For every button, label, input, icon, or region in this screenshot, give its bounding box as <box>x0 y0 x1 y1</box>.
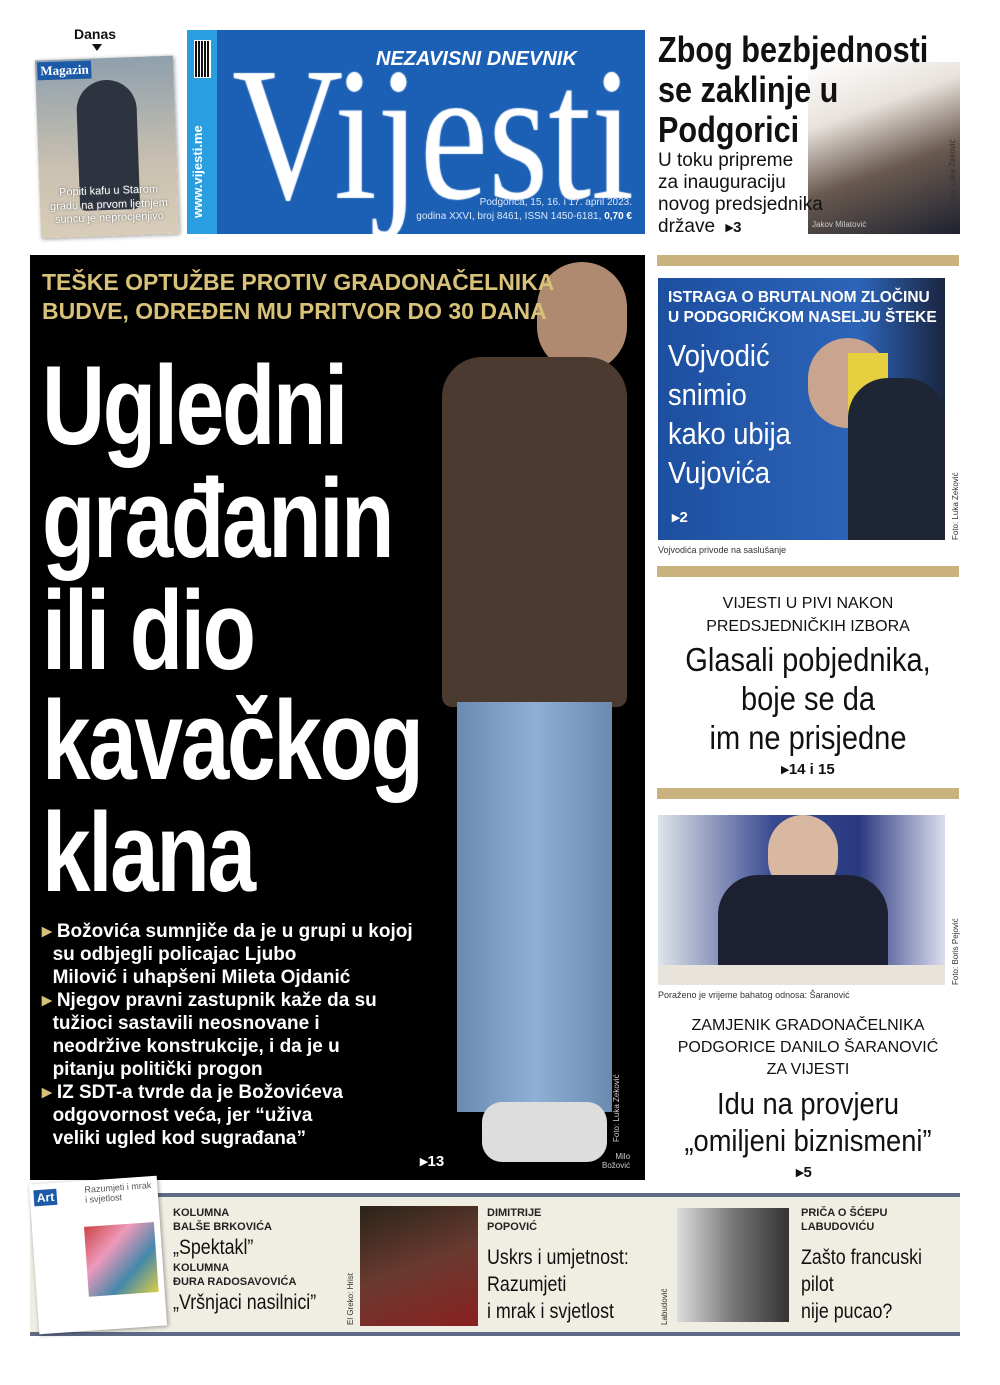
magazine-label: Magazin <box>37 60 92 80</box>
divider <box>657 788 959 799</box>
page-ref[interactable]: ▸2 <box>672 509 688 526</box>
page-ref[interactable]: ▸14 i 15 <box>781 761 835 778</box>
piva-headline[interactable]: Glasali pobjednika, boje se da im ne prisjedne <box>685 641 931 756</box>
date: Podgorica, 15, 16. i 17. april 2023. <box>479 197 632 208</box>
barcode <box>194 40 211 78</box>
lead-headline-line: Ugledni <box>42 343 346 468</box>
photo-name: Milo Božović <box>602 1152 631 1170</box>
headline-line: Zbog bezbjednosti <box>658 29 929 70</box>
photo-caption: Poraženo je vrijeme bahatog odnosa: Šaranović <box>658 990 850 1000</box>
lead-headline-line: kavačkog <box>42 678 422 803</box>
photo-credit: El Greko: Hrist <box>346 1272 355 1325</box>
column-1[interactable]: KOLUMNA BALŠE BRKOVIĆA „Spektakl” KOLUMNA ĐURA RADOSAVOVIĆA „Vršnjaci nasilnici” <box>173 1207 317 1314</box>
magazine-text: Popiti kafu u Starom gradu na prvom ljetnjem suncu je neprocjenjivo <box>49 182 169 227</box>
saranovic-photo <box>658 815 945 985</box>
magazine-teaser[interactable] <box>35 56 179 239</box>
art-title: Razumjeti i mrak i svjetlost <box>84 1180 152 1205</box>
saranovic-headline[interactable]: Idu na provjeru „omiljeni biznismeni” <box>684 1086 932 1158</box>
lead-headline-line: klana <box>42 790 254 915</box>
crime-kicker: ISTRAGA O BRUTALNOM ZLOČINU U PODGORIČKOM NASELJU ŠTEKE <box>668 289 937 326</box>
top-story-sub: U toku pripreme za inauguraciju novog predsjednika države ▸3 <box>658 150 823 237</box>
crime-headline: Vojvodić snimio kako ubija Vujovića <box>668 338 791 490</box>
today-label: Danas <box>74 26 117 42</box>
arrow-down-icon <box>92 44 102 51</box>
photo-name: Jakov Milatović <box>812 220 867 229</box>
photo-caption: Vojvodića privode na saslušanje <box>658 545 787 555</box>
lead-bullets <box>42 920 413 1150</box>
dateline <box>400 196 632 224</box>
photo-credit: Labudović <box>660 1288 669 1325</box>
page-ref[interactable]: ▸5 <box>796 1164 812 1181</box>
tagline: NEZAVISNI DNEVNIK <box>376 48 577 70</box>
sub-line: novog predsjednika <box>658 194 823 215</box>
photo-credit: Foto: Boris Pejović <box>951 918 960 985</box>
photo-credit: Foto: Luka Zeković <box>951 472 960 540</box>
bullet: ▸ Njegov pravni zastupnik kaže da su tužioci sastavili neosnovane i neodržive konstrukcije, i da je u pitanju politički progon <box>42 990 377 1080</box>
page-ref[interactable]: 3 <box>733 219 742 236</box>
column-2[interactable]: DIMITRIJE POPOVIĆ Uskrs i umjetnost: Razumjeti i mrak i svjetlost <box>487 1207 629 1323</box>
saranovic-kicker: ZAMJENIK GRADONAČELNIKA PODGORICE DANILO ŠARANOVIĆ ZA VIJESTI <box>677 1017 939 1078</box>
column-headline: „Vršnjaci nasilnici” <box>173 1291 317 1314</box>
divider <box>657 566 959 577</box>
art-label: Art <box>33 1189 57 1207</box>
lead-headline-line: građanin <box>42 456 393 581</box>
piva-kicker: VIJESTI U PIVI NAKON PREDSJEDNIČKIH IZBORA <box>706 595 910 635</box>
sub-line: U toku pripreme <box>658 150 794 171</box>
bullet: ▸ IZ SDT-a tvrde da je Božovićeva odgovornost veća, jer “uživa veliki ugled kod sugrađana” <box>42 1082 343 1149</box>
sub-line: države <box>658 216 716 237</box>
labudovic-photo <box>677 1208 789 1322</box>
page-ref[interactable]: ▸13 <box>420 1153 445 1170</box>
sub-line: za inauguraciju <box>658 172 786 193</box>
lead-headline-line: ili dio <box>42 568 254 693</box>
el-greco-painting <box>360 1206 478 1326</box>
photo-credit: Foto: Luka Zeković <box>948 139 957 207</box>
lead-kicker: TEŠKE OPTUŽBE PROTIV GRADONAČELNIKA BUDVE, ODREĐEN MU PRITVOR DO 30 DANA <box>42 269 555 324</box>
bozovic-photo <box>412 262 637 1177</box>
column-3[interactable]: PRIČA O ŠĆEPU LABUDOVIĆU Zašto francuski pilot nije pucao? <box>801 1207 923 1323</box>
issue-info: godina XXVI, broj 8461, ISSN 1450-6181, <box>416 211 602 222</box>
column-headline: „Spektakl” <box>173 1236 254 1259</box>
headline-line: Podgorici <box>658 109 800 150</box>
price: 0,70 € <box>604 211 632 222</box>
headline-line: se zaklinje u <box>658 69 839 110</box>
photo-credit: Foto: Luka Zeković <box>612 1074 621 1142</box>
divider <box>657 255 959 266</box>
website-url[interactable]: www.vijesti.me <box>190 125 205 218</box>
bullet: ▸ Božovića sumnjiče da je u grupi u kojoj su odbjegli policajac Ljubo Milović i uhapšeni Mileta Ojdanić <box>42 921 413 988</box>
top-story-headline[interactable] <box>658 30 976 150</box>
art-supplement[interactable] <box>29 1176 167 1335</box>
